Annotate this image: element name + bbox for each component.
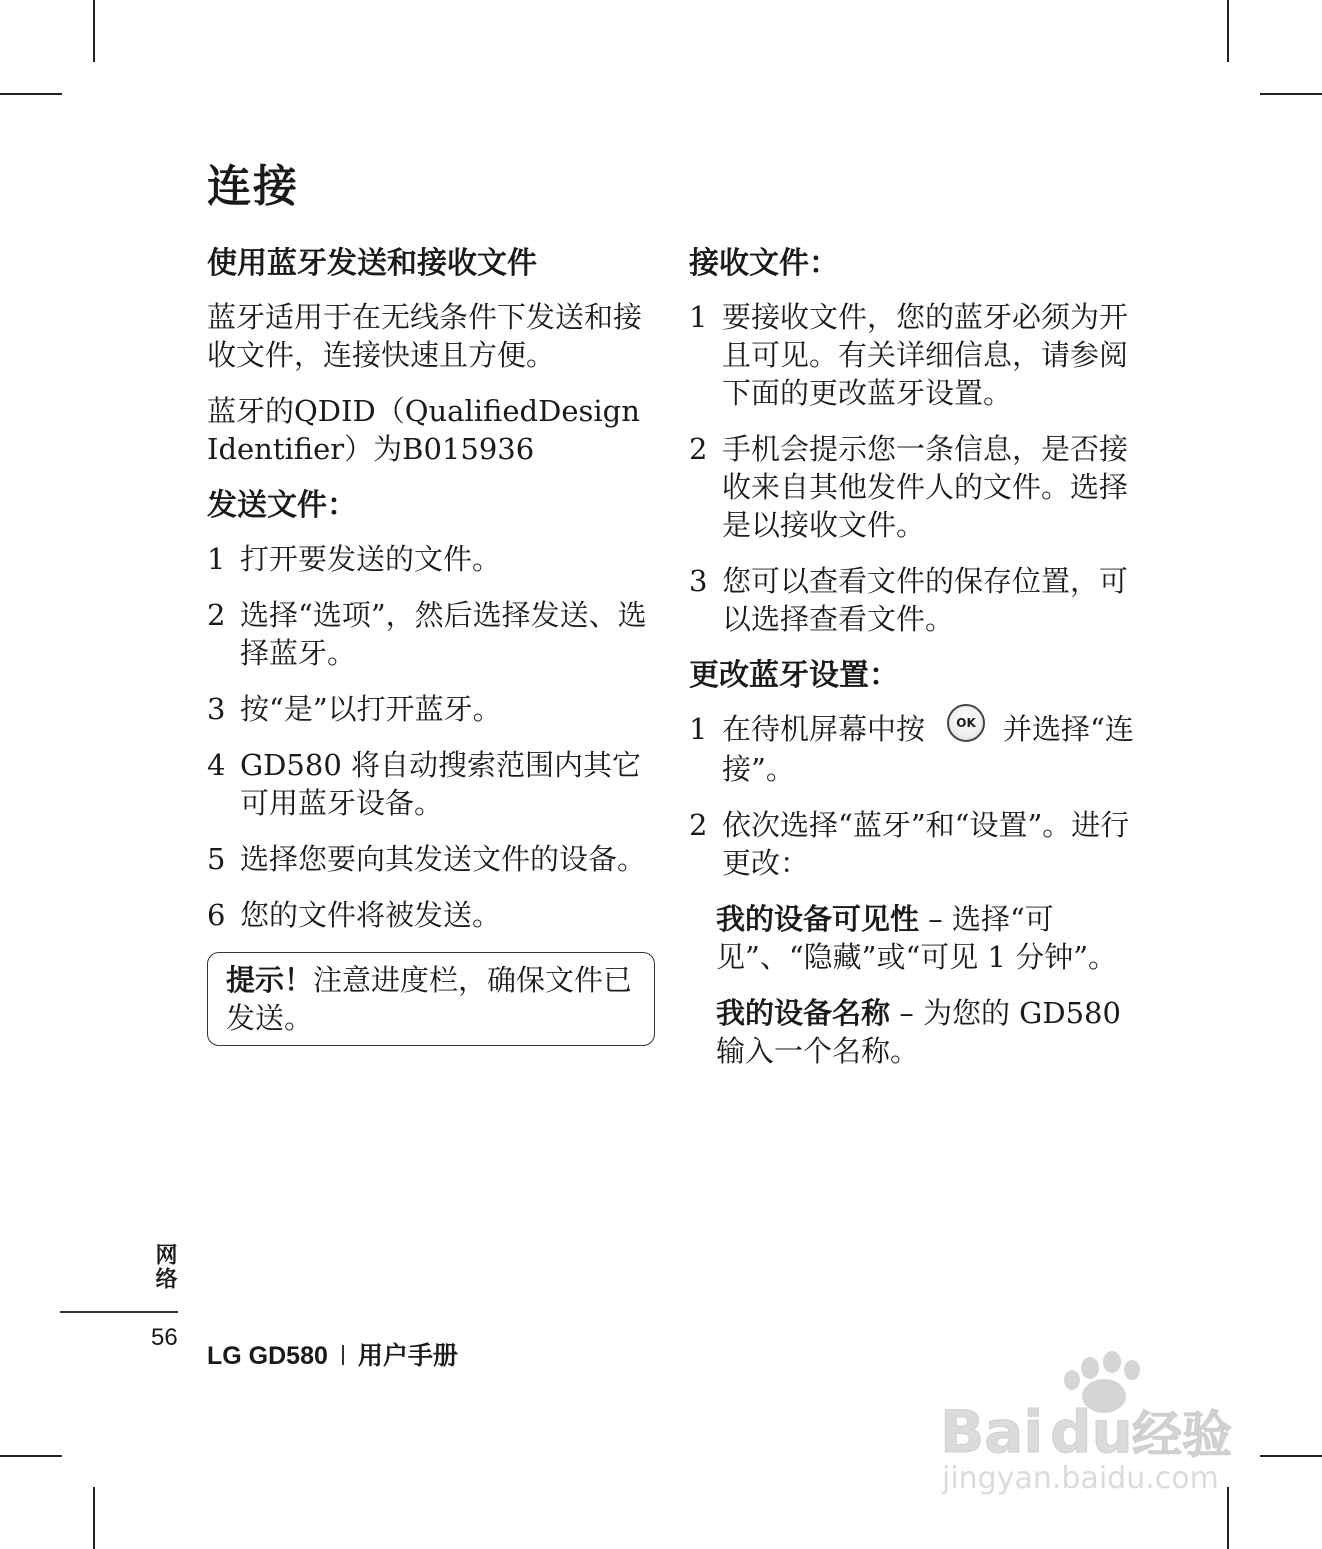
intro-paragraph: 蓝牙适用于在无线条件下发送和接收文件，连接快速且方便。 [207, 300, 643, 372]
right-column [689, 244, 1139, 1088]
option-visibility: 我的设备可见性 – 选择“可见”、“隐藏”或“可见 1 分钟”。 [716, 902, 1118, 974]
section-heading-change-settings: 更改蓝牙设置： [689, 658, 899, 693]
list-item: 4 GD580 将自动搜索范围内其它可用蓝牙设备。 [207, 748, 641, 820]
option-device-name: 我的设备名称 – 为您的 GD580 输入一个名称。 [716, 996, 1121, 1068]
side-section-label: 网络 [152, 1243, 177, 1291]
list-item: 3 按“是”以打开蓝牙。 [207, 692, 502, 726]
step-text-after: 并选择“连接”。 [722, 712, 1134, 786]
crop-mark [1260, 93, 1322, 95]
divider [342, 1345, 344, 1365]
list-item: 6 您的文件将被发送。 [207, 898, 502, 932]
list-item: 2 选择“选项”，然后选择发送、选择蓝牙。 [207, 598, 647, 670]
section-heading-bluetooth: 使用蓝牙发送和接收文件 [207, 246, 537, 281]
baidu-watermark-logo [932, 1348, 1252, 1498]
crop-mark [93, 0, 95, 62]
crop-mark [1227, 0, 1229, 62]
receive-steps-list [689, 298, 1139, 638]
qdid-paragraph: 蓝牙的QDID（QualifiedDesign Identifier）为B015936 [207, 394, 640, 466]
list-item: 1 在待机屏幕中按 OK 并选择“连接”。 [689, 710, 1139, 788]
page-number: 56 [151, 1324, 178, 1351]
page-title: 连接 [207, 161, 299, 212]
crop-mark [0, 93, 62, 95]
watermark-brand-a: Bai [940, 1398, 1044, 1466]
send-steps-list [207, 540, 647, 934]
footer-model: LG GD580 [207, 1342, 328, 1370]
section-heading-send: 发送文件： [207, 488, 357, 523]
step-text-before: 在待机屏幕中按 [722, 712, 926, 746]
list-item: 2 依次选择“蓝牙”和“设置”。进行更改： [689, 808, 1130, 880]
watermark-url: jingyan.baidu.com [942, 1461, 1219, 1496]
watermark-brand-b: du [1050, 1398, 1133, 1466]
crop-mark [1260, 1455, 1322, 1457]
footer-manual: 用户手册 [357, 1342, 458, 1370]
divider [60, 1311, 178, 1313]
list-item: 1 要接收文件，您的蓝牙必须为开且可见。有关详细信息，请参阅下面的更改蓝牙设置。 [689, 300, 1129, 410]
list-item: 2 手机会提示您一条信息，是否接收来自其他发件人的文件。选择是以接收文件。 [689, 432, 1129, 542]
ok-button-icon: OK [947, 704, 985, 742]
list-item: 5 选择您要向其发送文件的设备。 [207, 842, 647, 876]
footer [207, 1336, 458, 1372]
tip-text: 注意进度栏，确保文件已发送。 [226, 963, 633, 1035]
list-item: 1 打开要发送的文件。 [207, 542, 502, 576]
watermark-suffix: 经验 [1132, 1406, 1232, 1464]
change-steps-list [689, 710, 1139, 882]
section-heading-receive: 接收文件： [689, 246, 839, 281]
tip-box [207, 952, 655, 1046]
crop-mark [0, 1455, 62, 1457]
tip-label: 提示！ [226, 963, 314, 997]
left-column [207, 244, 647, 1046]
list-item: 3 您可以查看文件的保存位置，可以选择查看文件。 [689, 564, 1129, 636]
crop-mark [93, 1487, 95, 1549]
